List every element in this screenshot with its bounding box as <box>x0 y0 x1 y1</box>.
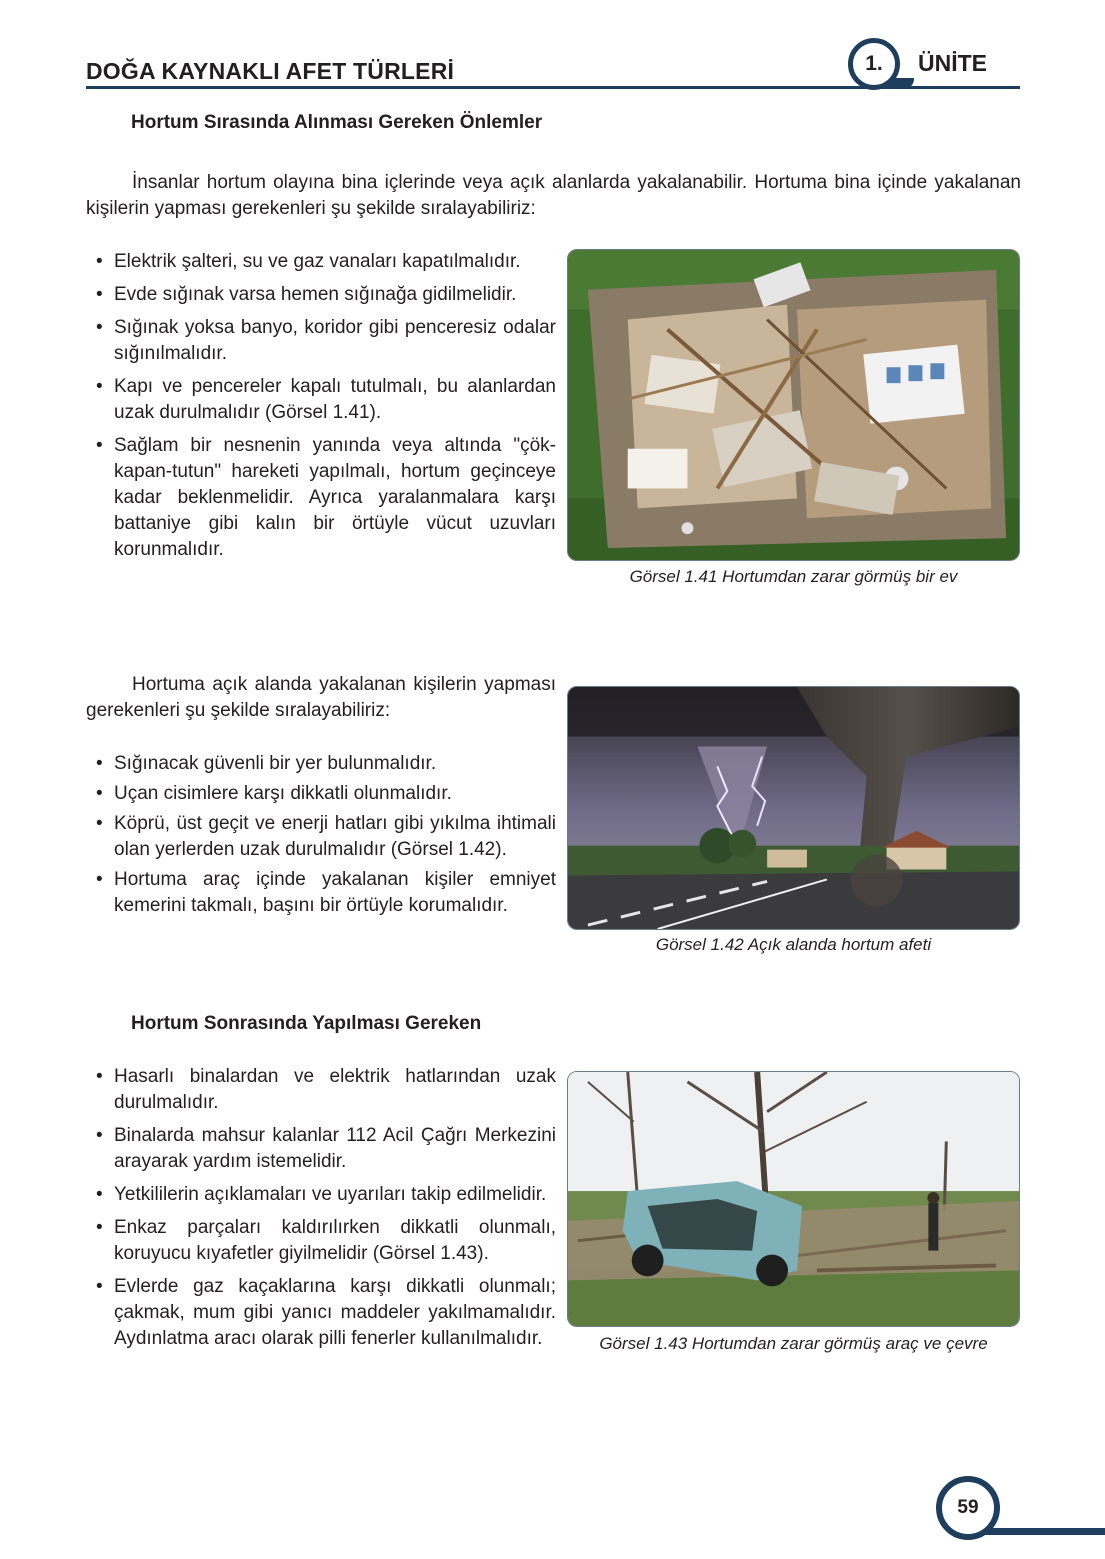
photo-damaged-car <box>567 1071 1020 1327</box>
list-item-text: Sığınacak güvenli bir yer bulunmalıdır. <box>114 753 437 774</box>
figure-caption-141: Görsel 1.41 Hortumdan zarar görmüş bir ev <box>629 567 958 586</box>
list-item: • Enkaz parçaları kaldırılırken dikkatli olunmalı, koruyucu kıyafetler giyilmelidir (Görsel 1.43). <box>96 1217 556 1264</box>
figure-caption-143: Görsel 1.43 Hortumdan zarar görmüş araç ve çevre <box>599 1334 988 1353</box>
chapter-title: DOĞA KAYNAKLI AFET TÜRLERİ <box>86 58 455 84</box>
list-item-text: Köprü, üst geçit ve enerji hatları gibi yıkılma ihtimali olan yerlerden uzak durulmalıdır (Görsel 1.42). <box>114 813 556 860</box>
intro-outdoor-text: Hortuma açık alanda yakalanan kişilerin yapması gerekenleri şu şekilde sıralayabiliriz: <box>86 674 556 721</box>
list-item-text: Kapı ve pencereler kapalı tutulmalı, bu alanlardan uzak durulmalıdır (Görsel 1.41). <box>114 376 556 423</box>
list-item-text: Yetkililerin açıklamaları ve uyarıları takip edilmelidir. <box>114 1184 547 1205</box>
list-item: • Yetkililerin açıklamaları ve uyarıları takip edilmelidir. <box>96 1184 547 1205</box>
list-item: • Elektrik şalteri, su ve gaz vanaları kapatılmalıdır. <box>96 251 521 272</box>
indoor-precautions-list <box>86 249 556 570</box>
intro-indoor-text: İnsanlar hortum olayına bina içlerinde veya açık alanlarda yakalanabilir. Hortuma bina içinde yakalanan kişilerin yapması gerekenleri şu şekilde sıralayabiliriz: <box>86 172 1021 219</box>
list-item-text: Binalarda mahsur kalanlar 112 Acil Çağrı Merkezini arayarak yardım istemelidir. <box>114 1125 556 1172</box>
list-item-text: Sağlam bir nesnenin yanında veya altında "çök-kapan-tutun" hareketi yapılmalı, hortum geçinceye kadar beklenmelidir. Ayrıca yaralanmalara karşı battaniye gibi kalın bir örtüyle vücut uzuvları korunmalıdır. <box>114 435 556 560</box>
list-item: • Köprü, üst geçit ve enerji hatları gibi yıkılma ihtimali olan yerlerden uzak durulmalıdır (Görsel 1.42). <box>96 813 556 860</box>
list-item: • Hortuma araç içinde yakalanan kişiler emniyet kemerini takmalı, başını bir örtüyle korumalıdır. <box>96 869 556 916</box>
outdoor-precautions-list <box>86 751 556 923</box>
list-item: • Evde sığınak varsa hemen sığınağa gidilmelidir. <box>96 284 517 305</box>
unit-number: 1. <box>865 52 883 75</box>
list-item-text: Hasarlı binalardan ve elektrik hatlarından uzak durulmalıdır. <box>114 1066 556 1113</box>
list-item-text: Uçan cisimlere karşı dikkatli olunmalıdır. <box>114 783 452 804</box>
list-item: • Hasarlı binalardan ve elektrik hatlarından uzak durulmalıdır. <box>96 1066 556 1113</box>
list-item: • Sığınacak güvenli bir yer bulunmalıdır. <box>96 753 437 774</box>
unit-number-badge <box>848 38 900 90</box>
list-item-text: Elektrik şalteri, su ve gaz vanaları kapatılmalıdır. <box>114 251 521 272</box>
list-item: • Evlerde gaz kaçaklarına karşı dikkatli olunmalı; çakmak, mum gibi yanıcı maddeler yakılmamalıdır. Aydınlatma aracı olarak pilli fenerler kullanılmalıdır. <box>96 1276 556 1349</box>
page-number: 59 <box>957 1497 979 1518</box>
section-heading-after-tornado: Hortum Sonrasında Yapılması Gereken <box>131 1013 482 1034</box>
photo-destroyed-house <box>567 249 1020 561</box>
list-item: • Sağlam bir nesnenin yanında veya altında "çök-kapan-tutun" hareketi yapılmalı, hortum geçinceye kadar beklenmelidir. Ayrıca yaralanmalara karşı battaniye gibi kalın bir örtüyle vücut uzuvları korunmalıdır. <box>96 435 556 560</box>
unit-label: ÜNİTE <box>918 50 987 76</box>
page-number-badge <box>936 1476 1000 1540</box>
list-item: • Uçan cisimlere karşı dikkatli olunmalıdır. <box>96 783 452 804</box>
photo-tornado-open-area <box>567 686 1020 930</box>
list-item-text: Hortuma araç içinde yakalanan kişiler emniyet kemerini takmalı, başını bir örtüyle korumalıdır. <box>114 869 556 916</box>
list-item-text: Evde sığınak varsa hemen sığınağa gidilmelidir. <box>114 284 517 305</box>
list-item-text: Sığınak yoksa banyo, koridor gibi penceresiz odalar sığınılmalıdır. <box>114 317 556 364</box>
list-item-text: Evlerde gaz kaçaklarına karşı dikkatli olunmalı; çakmak, mum gibi yanıcı maddeler yakılmamalıdır. Aydınlatma aracı olarak pilli fenerler kullanılmalıdır. <box>114 1276 556 1349</box>
section-heading-precautions: Hortum Sırasında Alınması Gereken Önlemler <box>131 112 543 133</box>
after-tornado-list <box>86 1064 556 1359</box>
list-item: • Sığınak yoksa banyo, koridor gibi penceresiz odalar sığınılmalıdır. <box>96 317 556 364</box>
figure-caption-142: Görsel 1.42 Açık alanda hortum afeti <box>655 935 932 954</box>
list-item-text: Enkaz parçaları kaldırılırken dikkatli olunmalı, koruyucu kıyafetler giyilmelidir (Görsel 1.43). <box>114 1217 556 1264</box>
list-item: • Binalarda mahsur kalanlar 112 Acil Çağrı Merkezini arayarak yardım istemelidir. <box>96 1125 556 1172</box>
intro-paragraph-outdoor <box>86 672 556 724</box>
intro-paragraph-indoor <box>86 170 1021 222</box>
list-item: • Kapı ve pencereler kapalı tutulmalı, bu alanlardan uzak durulmalıdır (Görsel 1.41). <box>96 376 556 423</box>
